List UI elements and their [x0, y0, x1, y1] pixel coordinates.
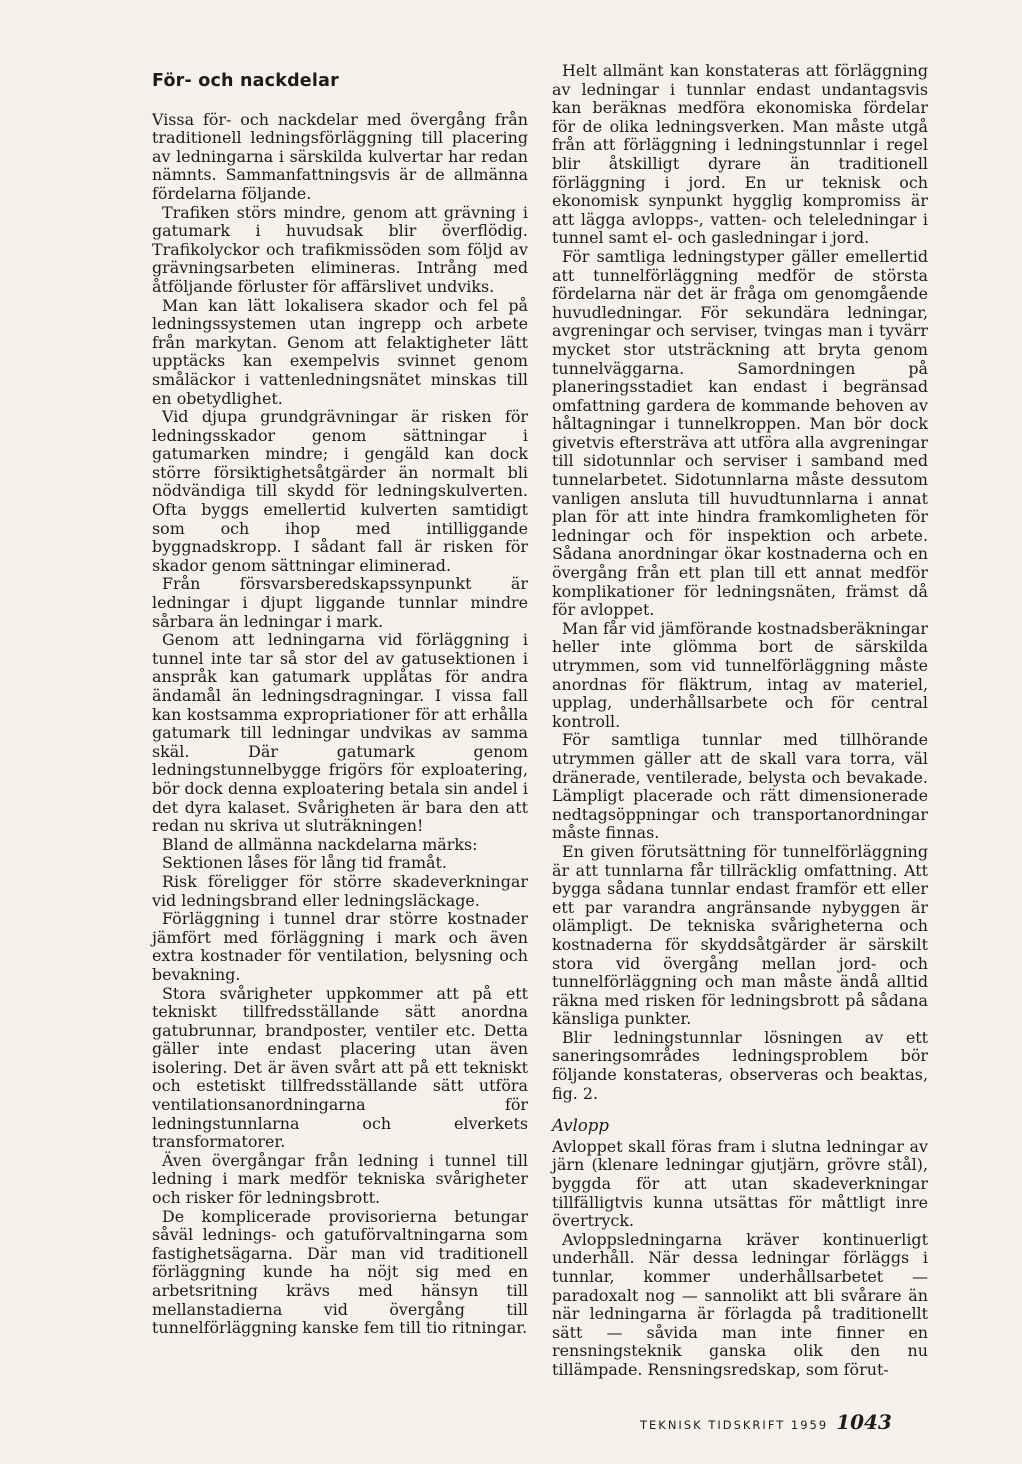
paragraph: Bland de allmänna nackdelarna märks: — [162, 834, 478, 854]
paragraph: Genom att ledningarna vid förläggning i tunnel inte tar så stor del av gatusektionen i anspråk kan gatumark upplåtas för andra ändamål än ledningsdragningar. I vissa fall kan kostsamma expropriationer för att erhålla gatumark till ledningar undvikas av samma skäl. Där gatumark genom ledningstunnelbygge frigörs för exploatering, bör dock denna exploatering betala sin andel i det dyra kalaset. Svårigheten är bara den att redan nu skriva ut sluträkningen! — [152, 630, 528, 836]
paragraph: Avloppet skall föras fram i slutna ledningar av järn (klenare ledningar gjutjärn, grövre stål), byggda för att utan skadeverkningar tillfälligtvis kunna utsättas för måttligt inre övertryck. — [552, 1136, 928, 1231]
paragraph: Vid djupa grundgrävningar är risken för ledningsskador genom sättningar i gatumarken mindre; i gengäld kan dock större försiktighetsåtgärder än normalt bli nödvändiga till skydd för ledningskulverten. Ofta byggs emellertid kulverten samtidigt som och ihop med intilliggande byggnadskropp. I sådant fall är risken för skador genom sättningar eliminerad. — [152, 407, 528, 575]
paragraph: Stora svårigheter uppkommer att på ett tekniskt tillfredsställande sätt anordna gatubrunnar, brandposter, ventiler etc. Detta gäller inte endast placering utan även isolering. Det är även svårt att på ett tekniskt och estetiskt tillfredsställande sätt utföra ventilationsanordningarna för ledningstunnlarna och elverkets transformatorer. — [152, 983, 528, 1152]
paragraph: Trafiken störs mindre, genom att grävning i gatumark i huvudsak blir överflödig. Trafikolyckor och trafikmissöden som följd av grävningsarbeten elimineras. Intrång med åtföljande förluster för affärslivet undviks. — [152, 202, 528, 296]
right-column — [552, 62, 928, 1380]
paragraph: Från försvarsberedskapssynpunkt är ledningar i djupt liggande tunnlar mindre sårbara än ledningar i mark. — [152, 574, 528, 631]
paragraph: Helt allmänt kan konstateras att förläggning av ledningar i tunnlar endast undantagsvis kan beräknas medföra ekonomiska fördelar för de olika ledningsverken. Man måste utgå från att förläggning i ledningstunnlar i regel blir åtskilligt dyrare än traditionell förläggning i jord. En ur teknisk och ekonomisk synpunkt hygglig kompromiss är att lägga avlopps-, vatten- och teleledningar i tunnel samt el- och gasledningar i jord. — [552, 61, 928, 248]
paragraph: Vissa för- och nackdelar med övergång från traditionell ledningsförläggning till placering av ledningarna i särskilda kulvertar har redan nämnts. Sammanfattningsvis är de allmänna fördelarna följande. — [152, 109, 528, 203]
left-column — [152, 62, 528, 1338]
paragraph: Risk föreligger för större skadeverkningar vid ledningsbrand eller ledningsläckage. — [152, 871, 528, 910]
paragraph: För samtliga tunnlar med tillhörande utrymmen gäller att de skall vara torra, väl dränerade, ventilerade, belysta och bevakade. Lämpligt placerade och rätt dimensionerade nedtagsöppningar och transportanordningar måste finnas. — [552, 730, 928, 843]
paragraph: Även övergångar från ledning i tunnel till ledning i mark medför tekniska svårigheter och risker för ledningsbrott. — [152, 1150, 528, 1208]
paragraph: En given förutsättning för tunnelförläggning är att tunnlarna får tillräcklig omfattning. Att bygga sådana tunnlar endast framför ett eller ett par varandra angränsande nybyggen är olämpligt. De tekniska svårigheterna och kostnaderna för skyddsåtgärder är särskilt stora vid övergång mellan jord- och tunnelförläggning och man måste ändå alltid räkna med risken för ledningsbrott på sådana känsliga punkter. — [552, 841, 928, 1029]
journal-name: TEKNISK TIDSKRIFT 1959 — [640, 1418, 829, 1432]
paragraph: De komplicerade provisorierna betungar såväl lednings- och gatuförvaltningarna som fastighetsägarna. Där man vid traditionell förläggning kunde ha nöjt sig med en arbetsritning krävs med hänsyn till mellanstadierna vid övergång till tunnelförläggning kanske fem till tio ritningar. — [152, 1206, 528, 1338]
paragraph: För samtliga ledningstyper gäller emellertid att tunnelförläggning medför de största fördelarna när det är fråga om genomgående huvudledningar. För sekundära ledningar, avgreningar och serviser, tvingas man i tyvärr mycket stor utsträckning att bryta genom tunnelväggarna. Samordningen på planeringsstadiet kan endast i begränsad omfattning gardera de kommande behoven av håltagningar i tunnelkroppen. Man bör dock givetvis eftersträva att utföra alla avgreningar till sidotunnlar och serviser i samband med tunnelarbetet. Sidotunnlarna måste dessutom vanligen ansluta till huvudtunnlarna i annat plan för att inte hindra framkomligheten för ledningar och för inspektion och arbete. Sådana anordningar ökar kostnaderna och en övergång från ett plan till ett annat medför komplikationer för ledningsnäten, främst då för avloppet. — [552, 246, 928, 620]
page-footer — [640, 1410, 892, 1434]
subheading: Avlopp — [552, 1116, 609, 1136]
paragraph: Blir ledningstunnlar lösningen av ett saneringsområdes ledningsproblem bör följande konstateras, observeras och beaktas, fig. 2. — [552, 1027, 928, 1103]
paragraph: Man får vid jämförande kostnadsberäkningar heller inte glömma bort de särskilda utrymmen, som vid tunnelförläggning måste anordnas för fläktrum, intag av materiel, upplag, underhållsarbete och för central kontroll. — [552, 618, 929, 731]
page-number: 1043 — [836, 1410, 892, 1434]
paragraph: Avloppsledningarna kräver kontinuerligt underhåll. När dessa ledningar förläggs i tunnlar, kommer underhållsarbetet — paradoxalt nog — sannolikt att bli svårare än när ledningarna är förlagda på traditionellt sätt — såvida man inte finner en rensningsteknik ganska olik den nu tillämpade. Rensningsredskap, som förut- — [552, 1229, 928, 1379]
paragraph: Förläggning i tunnel drar större kostnader jämfört med förläggning i mark och även extra kostnader för ventilation, belysning och bevakning. — [152, 909, 528, 984]
paragraph: Sektionen låses för lång tid framåt. — [162, 853, 447, 873]
paragraph: Man kan lätt lokalisera skador och fel på ledningssystemen utan ingrepp och arbete från markytan. Genom att felaktigheter lätt upptäcks kan exempelvis svinnet genom småläckor i vattenledningsnätet minskas till en obetydlighet. — [152, 295, 528, 408]
section-heading: För- och nackdelar — [152, 71, 339, 91]
